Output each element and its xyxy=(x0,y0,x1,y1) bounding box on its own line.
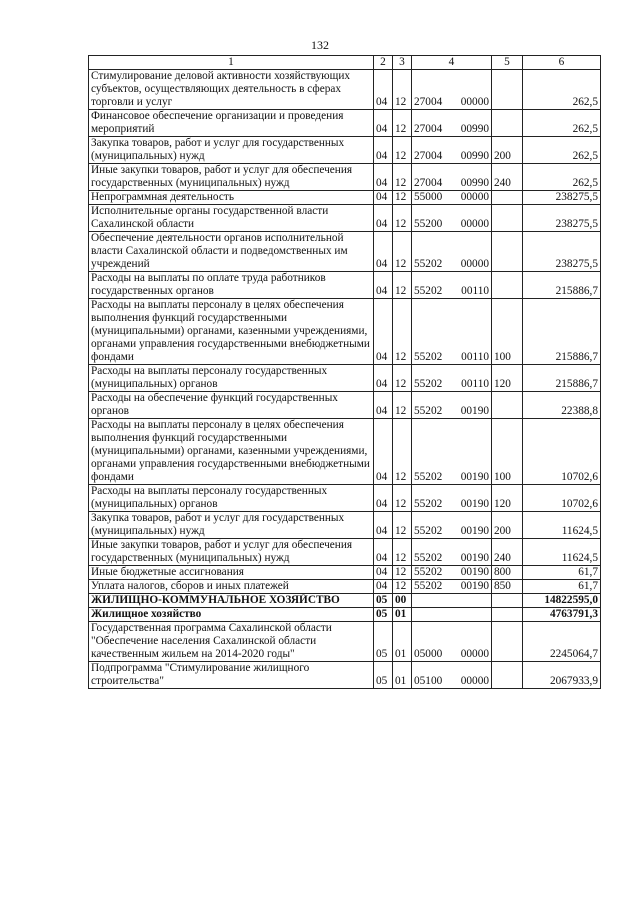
subsection-code: 12 xyxy=(393,512,412,539)
target-article-direction: 00990 xyxy=(460,150,489,162)
amount-value: 11624,5 xyxy=(523,512,601,539)
target-article-direction: 00110 xyxy=(461,378,489,390)
target-article-parts xyxy=(414,405,489,418)
target-article-parts xyxy=(414,552,489,565)
section-code: 05 xyxy=(374,594,393,608)
section-code: 04 xyxy=(374,232,393,272)
table-row xyxy=(89,392,601,419)
subsection-code: 12 xyxy=(393,272,412,299)
target-article-program: 55200 xyxy=(414,218,443,230)
table-row xyxy=(89,485,601,512)
target-article-direction: 00190 xyxy=(460,552,489,564)
expense-type-code xyxy=(492,70,523,110)
target-article-parts xyxy=(414,675,489,688)
section-code: 05 xyxy=(374,608,393,622)
section-code: 04 xyxy=(374,539,393,566)
amount-value: 215886,7 xyxy=(523,365,601,392)
target-article-direction: 00000 xyxy=(460,191,489,203)
target-article-parts xyxy=(414,285,489,298)
amount-value: 238275,5 xyxy=(523,232,601,272)
amount-value: 262,5 xyxy=(523,70,601,110)
target-article-direction: 00110 xyxy=(461,351,489,363)
amount-value: 22388,8 xyxy=(523,392,601,419)
target-article-code xyxy=(412,419,492,485)
target-article-parts xyxy=(414,96,489,109)
column-header: 1 xyxy=(89,56,374,70)
target-article-program: 55202 xyxy=(414,405,443,417)
row-name: Расходы на выплаты по оплате труда работников государственных органов xyxy=(89,272,374,299)
amount-value: 238275,5 xyxy=(523,205,601,232)
target-article-direction: 00000 xyxy=(460,96,489,108)
section-code: 04 xyxy=(374,272,393,299)
expense-type-code: 850 xyxy=(492,580,523,594)
target-article-code xyxy=(412,622,492,662)
section-code: 04 xyxy=(374,205,393,232)
table-row xyxy=(89,365,601,392)
row-name: Уплата налогов, сборов и иных платежей xyxy=(89,580,374,594)
subsection-code: 12 xyxy=(393,365,412,392)
budget-table xyxy=(88,55,601,689)
section-code: 04 xyxy=(374,191,393,205)
amount-value: 10702,6 xyxy=(523,485,601,512)
table-row xyxy=(89,539,601,566)
target-article-parts xyxy=(414,648,489,661)
table-row xyxy=(89,232,601,272)
table-row xyxy=(89,608,601,622)
target-article-program: 55202 xyxy=(414,566,443,578)
expense-type-code: 120 xyxy=(492,485,523,512)
target-article-direction: 00190 xyxy=(460,405,489,417)
target-article-parts xyxy=(414,351,489,364)
target-article-parts xyxy=(414,498,489,511)
table-row xyxy=(89,566,601,580)
amount-value: 10702,6 xyxy=(523,419,601,485)
target-article-direction: 00990 xyxy=(460,177,489,189)
section-code: 04 xyxy=(374,485,393,512)
table-row xyxy=(89,580,601,594)
target-article-code xyxy=(412,392,492,419)
subsection-code: 00 xyxy=(393,594,412,608)
target-article-code xyxy=(412,580,492,594)
row-name: Подпрограмма "Стимулирование жилищного строительства" xyxy=(89,662,374,689)
subsection-code: 12 xyxy=(393,580,412,594)
table-row xyxy=(89,191,601,205)
target-article-program: 55202 xyxy=(414,498,443,510)
target-article-parts xyxy=(414,218,489,231)
table-row xyxy=(89,164,601,191)
row-name: Закупка товаров, работ и услуг для государственных (муниципальных) нужд xyxy=(89,512,374,539)
expense-type-code: 100 xyxy=(492,299,523,365)
section-code: 04 xyxy=(374,392,393,419)
target-article-code xyxy=(412,512,492,539)
amount-value: 262,5 xyxy=(523,137,601,164)
target-article-direction: 00000 xyxy=(460,218,489,230)
target-article-parts xyxy=(414,378,489,391)
column-header: 6 xyxy=(523,56,601,70)
amount-value: 238275,5 xyxy=(523,191,601,205)
target-article-program: 55202 xyxy=(414,471,443,483)
target-article-direction: 00190 xyxy=(460,498,489,510)
section-code: 04 xyxy=(374,580,393,594)
expense-type-code xyxy=(492,205,523,232)
column-header: 2 xyxy=(374,56,393,70)
target-article-program: 05000 xyxy=(414,648,443,660)
expense-type-code xyxy=(492,232,523,272)
amount-value: 262,5 xyxy=(523,110,601,137)
expense-type-code xyxy=(492,662,523,689)
target-article-code xyxy=(412,232,492,272)
section-code: 04 xyxy=(374,419,393,485)
amount-value: 215886,7 xyxy=(523,299,601,365)
amount-value: 2245064,7 xyxy=(523,622,601,662)
section-code: 04 xyxy=(374,110,393,137)
target-article-code xyxy=(412,485,492,512)
table-row xyxy=(89,512,601,539)
target-article-code xyxy=(412,137,492,164)
amount-value: 215886,7 xyxy=(523,272,601,299)
target-article-code xyxy=(412,191,492,205)
expense-type-code xyxy=(492,392,523,419)
target-article-code xyxy=(412,299,492,365)
row-name: Расходы на выплаты персоналу государственных (муниципальных) органов xyxy=(89,365,374,392)
target-article-parts xyxy=(414,580,489,593)
target-article-program: 05100 xyxy=(414,675,443,687)
expense-type-code: 120 xyxy=(492,365,523,392)
subsection-code: 12 xyxy=(393,164,412,191)
amount-value: 61,7 xyxy=(523,580,601,594)
table-row xyxy=(89,110,601,137)
row-name: Государственная программа Сахалинской области "Обеспечение населения Сахалинской области качественным жильем на 2014-2020 годы" xyxy=(89,622,374,662)
header-row xyxy=(89,56,601,70)
section-code: 05 xyxy=(374,622,393,662)
table-row xyxy=(89,662,601,689)
target-article-code xyxy=(412,70,492,110)
target-article-code xyxy=(412,164,492,191)
target-article-direction: 00990 xyxy=(460,123,489,135)
subsection-code: 01 xyxy=(393,608,412,622)
expense-type-code: 240 xyxy=(492,164,523,191)
target-article-code xyxy=(412,566,492,580)
section-code: 05 xyxy=(374,662,393,689)
row-name: Иные закупки товаров, работ и услуг для обеспечения государственных (муниципальных) нужд xyxy=(89,539,374,566)
column-header: 3 xyxy=(393,56,412,70)
section-code: 04 xyxy=(374,566,393,580)
table-row xyxy=(89,594,601,608)
expense-type-code xyxy=(492,594,523,608)
target-article-parts xyxy=(414,566,489,579)
table-body xyxy=(89,70,601,689)
subsection-code: 12 xyxy=(393,137,412,164)
expense-type-code xyxy=(492,191,523,205)
target-article-program: 55202 xyxy=(414,285,443,297)
target-article-program: 55202 xyxy=(414,580,443,592)
target-article-code xyxy=(412,539,492,566)
row-name: Непрограммная деятельность xyxy=(89,191,374,205)
page-number: 132 xyxy=(311,38,329,52)
target-article-direction: 00190 xyxy=(460,471,489,483)
subsection-code: 12 xyxy=(393,110,412,137)
subsection-code: 12 xyxy=(393,539,412,566)
target-article-program: 55202 xyxy=(414,258,443,270)
row-name: Иные закупки товаров, работ и услуг для обеспечения государственных (муниципальных) нужд xyxy=(89,164,374,191)
expense-type-code: 200 xyxy=(492,137,523,164)
target-article-parts xyxy=(414,150,489,163)
table-row xyxy=(89,137,601,164)
row-name: Расходы на выплаты персоналу в целях обеспечения выполнения функций государственными (муниципальными) органами, казенными учреждениями, органами управления государственными внебюджетными фондами xyxy=(89,299,374,365)
target-article-program: 55202 xyxy=(414,525,443,537)
target-article-direction: 00000 xyxy=(460,648,489,660)
subsection-code: 12 xyxy=(393,205,412,232)
section-code: 04 xyxy=(374,512,393,539)
subsection-code: 12 xyxy=(393,299,412,365)
target-article-code xyxy=(412,608,492,622)
table-row xyxy=(89,622,601,662)
target-article-program: 27004 xyxy=(414,177,443,189)
target-article-direction: 00190 xyxy=(460,580,489,592)
row-name: Расходы на выплаты персоналу в целях обеспечения выполнения функций государственными (муниципальными) органами, казенными учреждениями, органами управления государственными внебюджетными фондами xyxy=(89,419,374,485)
amount-value: 11624,5 xyxy=(523,539,601,566)
expense-type-code xyxy=(492,608,523,622)
target-article-parts xyxy=(414,191,489,204)
section-code: 04 xyxy=(374,299,393,365)
section-code: 04 xyxy=(374,164,393,191)
subsection-code: 01 xyxy=(393,622,412,662)
expense-type-code xyxy=(492,622,523,662)
target-article-program: 55202 xyxy=(414,378,443,390)
column-header: 4 xyxy=(412,56,492,70)
amount-value: 262,5 xyxy=(523,164,601,191)
row-name: Закупка товаров, работ и услуг для государственных (муниципальных) нужд xyxy=(89,137,374,164)
expense-type-code xyxy=(492,272,523,299)
table-row xyxy=(89,272,601,299)
expense-type-code: 800 xyxy=(492,566,523,580)
table-row xyxy=(89,419,601,485)
amount-value: 61,7 xyxy=(523,566,601,580)
target-article-direction: 00190 xyxy=(460,566,489,578)
target-article-code xyxy=(412,365,492,392)
target-article-parts xyxy=(414,525,489,538)
target-article-code xyxy=(412,662,492,689)
target-article-direction: 00000 xyxy=(460,258,489,270)
target-article-direction: 00000 xyxy=(460,675,489,687)
subsection-code: 12 xyxy=(393,419,412,485)
amount-value: 4763791,3 xyxy=(523,608,601,622)
section-code: 04 xyxy=(374,70,393,110)
row-name: Иные бюджетные ассигнования xyxy=(89,566,374,580)
section-code: 04 xyxy=(374,137,393,164)
expense-type-code xyxy=(492,110,523,137)
target-article-program: 27004 xyxy=(414,123,443,135)
target-article-parts xyxy=(414,471,489,484)
subsection-code: 12 xyxy=(393,191,412,205)
amount-value: 14822595,0 xyxy=(523,594,601,608)
expense-type-code: 200 xyxy=(492,512,523,539)
subsection-code: 12 xyxy=(393,70,412,110)
target-article-program: 27004 xyxy=(414,96,443,108)
target-article-parts xyxy=(414,177,489,190)
section-code: 04 xyxy=(374,365,393,392)
subsection-code: 12 xyxy=(393,485,412,512)
subsection-code: 12 xyxy=(393,392,412,419)
subsection-code: 12 xyxy=(393,232,412,272)
expense-type-code: 100 xyxy=(492,419,523,485)
amount-value: 2067933,9 xyxy=(523,662,601,689)
subsection-code: 01 xyxy=(393,662,412,689)
target-article-program: 55000 xyxy=(414,191,443,203)
row-name: Расходы на выплаты персоналу государственных (муниципальных) органов xyxy=(89,485,374,512)
target-article-parts xyxy=(414,258,489,271)
row-name: Финансовое обеспечение организации и проведения мероприятий xyxy=(89,110,374,137)
target-article-code xyxy=(412,110,492,137)
expense-type-code: 240 xyxy=(492,539,523,566)
table-row xyxy=(89,205,601,232)
target-article-code xyxy=(412,594,492,608)
row-name: Обеспечение деятельности органов исполнительной власти Сахалинской области и подведомственных им учреждений xyxy=(89,232,374,272)
target-article-direction: 00110 xyxy=(461,285,489,297)
row-name: Расходы на обеспечение функций государственных органов xyxy=(89,392,374,419)
target-article-parts xyxy=(414,123,489,136)
row-name: Стимулирование деловой активности хозяйствующих субъектов, осуществляющих деятельность в сферах торговли и услуг xyxy=(89,70,374,110)
table-row xyxy=(89,70,601,110)
target-article-program: 55202 xyxy=(414,351,443,363)
target-article-direction: 00190 xyxy=(460,525,489,537)
row-name: Жилищное хозяйство xyxy=(89,608,374,622)
target-article-program: 27004 xyxy=(414,150,443,162)
target-article-code xyxy=(412,205,492,232)
table-header xyxy=(89,56,601,70)
column-header: 5 xyxy=(492,56,523,70)
row-name: ЖИЛИЩНО-КОММУНАЛЬНОЕ ХОЗЯЙСТВО xyxy=(89,594,374,608)
target-article-program: 55202 xyxy=(414,552,443,564)
subsection-code: 12 xyxy=(393,566,412,580)
table-row xyxy=(89,299,601,365)
target-article-code xyxy=(412,272,492,299)
row-name: Исполнительные органы государственной власти Сахалинской области xyxy=(89,205,374,232)
